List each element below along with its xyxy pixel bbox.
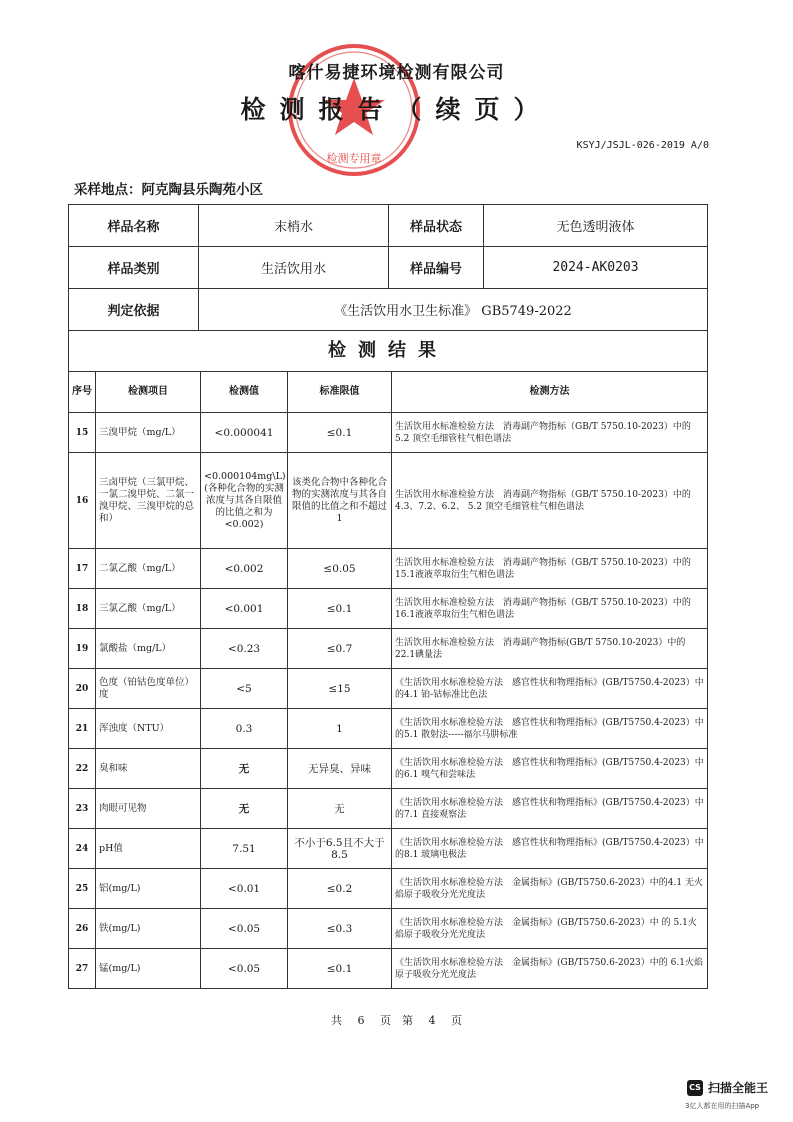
- result-method: 《生活饮用水标准检验方法 感官性状和物理指标》(GB/T5750.4-2023）中的6.1 嗅气和尝味法: [392, 749, 708, 789]
- result-method: 生活饮用水标准检验方法 消毒副产物指标（GB/T 5750.10-2023）中的15.1液液萃取衍生气相色谱法: [392, 549, 708, 589]
- result-no: 24: [69, 829, 96, 869]
- result-item: 三溴甲烷（mg/L）: [96, 413, 201, 453]
- document-number: KSYJ/JSJL-026-2019 A/0: [576, 140, 709, 151]
- result-row: [69, 669, 708, 709]
- result-limit: ≤0.1: [288, 949, 392, 989]
- result-no: 26: [69, 909, 96, 949]
- sample-category-label: 样品类别: [69, 247, 199, 289]
- result-method: 生活饮用水标准检验方法 消毒副产物指标(GB/T 5750.10-2023）中的22.1碘量法: [392, 629, 708, 669]
- column-header: 标准限值: [288, 372, 392, 413]
- result-limit: ≤15: [288, 669, 392, 709]
- result-row: [69, 749, 708, 789]
- sample-name-value: 末梢水: [199, 205, 389, 247]
- result-no: 25: [69, 869, 96, 909]
- result-value: <0.000041: [201, 413, 288, 453]
- result-row: [69, 869, 708, 909]
- column-header: 检测值: [201, 372, 288, 413]
- basis-label: 判定依据: [69, 289, 199, 331]
- result-no: 18: [69, 589, 96, 629]
- result-item: pH值: [96, 829, 201, 869]
- result-limit: ≤0.2: [288, 869, 392, 909]
- result-item: 氯酸盐（mg/L）: [96, 629, 201, 669]
- result-item: 二氯乙酸（mg/L）: [96, 549, 201, 589]
- result-item: 三卤甲烷（三氯甲烷、一氯二溴甲烷、二氯一溴甲烷、三溴甲烷的总和）: [96, 453, 201, 549]
- result-limit: ≤0.05: [288, 549, 392, 589]
- result-row: [69, 709, 708, 749]
- result-method: 《生活饮用水标准检验方法 感官性状和物理指标》(GB/T5750.4-2023）中的4.1 铂-钴标准比色法: [392, 669, 708, 709]
- result-limit: ≤0.3: [288, 909, 392, 949]
- result-row: [69, 949, 708, 989]
- result-row: [69, 549, 708, 589]
- result-item: 锰(mg/L): [96, 949, 201, 989]
- sampling-location: 采样地点：阿克陶县乐陶苑小区: [74, 182, 263, 198]
- result-method: 《生活饮用水标准检验方法 金属指标》(GB/T5750.6-2023）中的4.1 无火焰原子吸收分光光度法: [392, 869, 708, 909]
- result-item: 铁(mg/L): [96, 909, 201, 949]
- result-row: [69, 909, 708, 949]
- column-header: 检测项目: [96, 372, 201, 413]
- results-table: [68, 330, 708, 989]
- result-limit: 该类化合物中各种化合物的实测浓度与其各自限值的比值之和不超过1: [288, 453, 392, 549]
- results-body: [69, 413, 708, 989]
- result-item: 三氯乙酸（mg/L）: [96, 589, 201, 629]
- sample-name-label: 样品名称: [69, 205, 199, 247]
- results-heading: 检测结果: [69, 331, 708, 372]
- result-value: <0.001: [201, 589, 288, 629]
- result-value: <0.23: [201, 629, 288, 669]
- result-value: 无: [201, 789, 288, 829]
- result-value: 0.3: [201, 709, 288, 749]
- result-method: 生活饮用水标准检验方法 消毒副产物指标（GB/T 5750.10-2023）中的4.3、7.2、6.2、 5.2 顶空毛细管柱气相色谱法: [392, 453, 708, 549]
- result-limit: ≤0.1: [288, 589, 392, 629]
- sample-state-label: 样品状态: [389, 205, 484, 247]
- camscanner-tagline: 3亿人都在用的扫描App: [685, 1102, 760, 1110]
- result-method: 《生活饮用水标准检验方法 金属指标》(GB/T5750.6-2023）中的 6.1火焰原子吸收分光光度法: [392, 949, 708, 989]
- result-no: 27: [69, 949, 96, 989]
- result-item: 铝(mg/L): [96, 869, 201, 909]
- result-limit: 不小于6.5且不大于8.5: [288, 829, 392, 869]
- result-no: 15: [69, 413, 96, 453]
- result-value: <5: [201, 669, 288, 709]
- result-item: 色度（铂钴色度单位）度: [96, 669, 201, 709]
- result-item: 肉眼可见物: [96, 789, 201, 829]
- result-item: 浑浊度（NTU）: [96, 709, 201, 749]
- company-name: 喀什易捷环境检测有限公司: [288, 63, 505, 83]
- result-value: <0.01: [201, 869, 288, 909]
- result-limit: ≤0.7: [288, 629, 392, 669]
- result-row: [69, 589, 708, 629]
- result-value: <0.05: [201, 949, 288, 989]
- result-method: 《生活饮用水标准检验方法 金属指标》(GB/T5750.6-2023）中 的 5.1火焰原子吸收分光光度法: [392, 909, 708, 949]
- page-number: 共 6 页 第 4 页: [331, 1014, 462, 1027]
- result-no: 21: [69, 709, 96, 749]
- result-row: [69, 629, 708, 669]
- result-value: <0.000104mg\L)(各种化合物的实测浓度与其各自限值的比值之和为<0.002): [201, 453, 288, 549]
- sample-category-value: 生活饮用水: [199, 247, 389, 289]
- result-limit: 无异臭、异味: [288, 749, 392, 789]
- result-no: 19: [69, 629, 96, 669]
- result-limit: 1: [288, 709, 392, 749]
- result-no: 17: [69, 549, 96, 589]
- results-column-headers: [69, 372, 708, 413]
- result-limit: ≤0.1: [288, 413, 392, 453]
- result-method: 《生活饮用水标准检验方法 感官性状和物理指标》(GB/T5750.4-2023）中的8.1 玻璃电极法: [392, 829, 708, 869]
- column-header: 序号: [69, 372, 96, 413]
- sample-info-table: [68, 204, 708, 331]
- report-title: 检测报告（续页）: [240, 95, 553, 124]
- column-header: 检测方法: [392, 372, 708, 413]
- sample-code-value: 2024-AK0203: [484, 247, 708, 289]
- result-method: 《生活饮用水标准检验方法 感官性状和物理指标》(GB/T5750.4-2023）中的5.1 散射法-----福尔马肼标准: [392, 709, 708, 749]
- result-no: 16: [69, 453, 96, 549]
- result-method: 生活饮用水标准检验方法 消毒副产物指标（GB/T 5750.10-2023）中的16.1液液萃取衍生气相色谱法: [392, 589, 708, 629]
- sample-code-label: 样品编号: [389, 247, 484, 289]
- result-value: <0.002: [201, 549, 288, 589]
- result-method: 生活饮用水标准检验方法 消毒副产物指标（GB/T 5750.10-2023）中的 5.2 顶空毛细管柱气相色谱法: [392, 413, 708, 453]
- seal-text: 检测专用章: [326, 152, 382, 165]
- result-no: 23: [69, 789, 96, 829]
- result-item: 臭和味: [96, 749, 201, 789]
- result-value: 7.51: [201, 829, 288, 869]
- result-value: <0.05: [201, 909, 288, 949]
- result-row: [69, 829, 708, 869]
- basis-value: 《生活饮用水卫生标准》 GB5749-2022: [199, 289, 708, 331]
- camscanner-name: 扫描全能王: [708, 1081, 769, 1095]
- result-no: 22: [69, 749, 96, 789]
- result-value: 无: [201, 749, 288, 789]
- result-no: 20: [69, 669, 96, 709]
- result-limit: 无: [288, 789, 392, 829]
- camscanner-logo-icon: CS: [687, 1080, 703, 1096]
- result-row: [69, 413, 708, 453]
- result-row: [69, 453, 708, 549]
- result-row: [69, 789, 708, 829]
- sample-state-value: 无色透明液体: [484, 205, 708, 247]
- result-method: 《生活饮用水标准检验方法 感官性状和物理指标》(GB/T5750.4-2023）中的7.1 直接观察法: [392, 789, 708, 829]
